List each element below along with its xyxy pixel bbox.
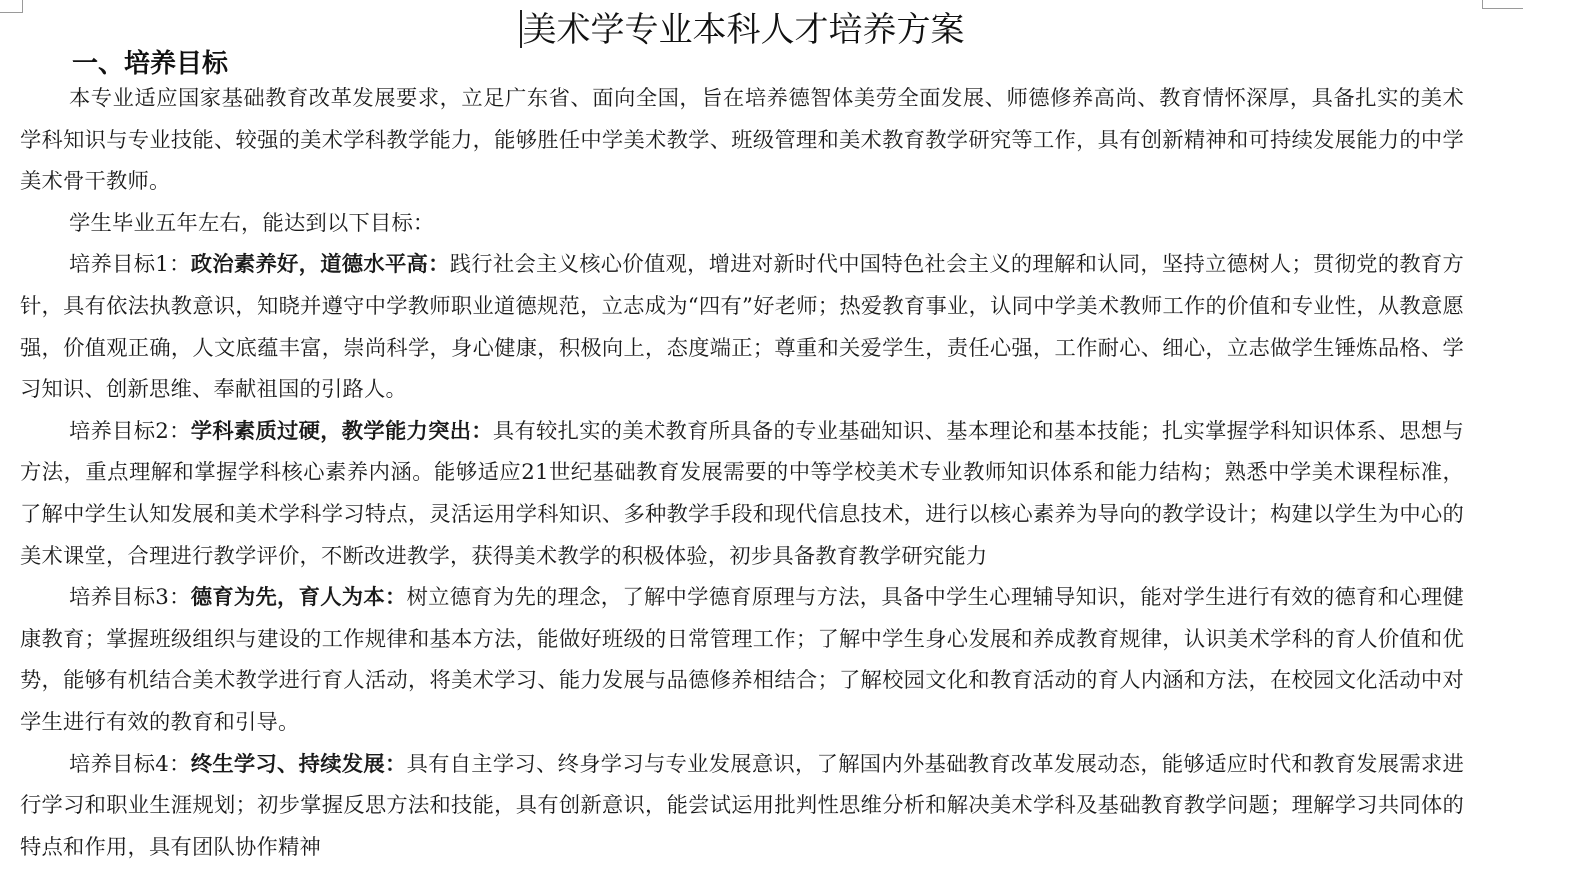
goal-heading: 德育为先，育人为本： (190, 585, 407, 611)
goal-text: 树立德育为先的理念，了解中学德育原理与方法，具备中学生心理辅导知识，能对学生进行有效的德育和心理健康教育；掌握班级组织与建设的工作规律和基本方法，能做好班级的日常管理工作；了解中学生身心发展和养成教育规律，认识美术学科的育人价值和优势，能够有机结合美术教学进行育人活动，将美术学习、能力发展与品德修养相结合；了解校园文化和教育活动的育人内涵和方法，在校园文化活动中对学生进行有效的教育和引导。 (20, 585, 1464, 735)
goal-label: 培养目标3： (68, 585, 191, 611)
goal-paragraph (20, 244, 1464, 410)
goal-text: 践行社会主义核心价值观，增进对新时代中国特色社会主义的理解和认同，坚持立德树人；贯彻党的教育方针，具有依法执教意识，知晓并遵守中学教师职业道德规范，立志成为“四有”好老师；热爱教育事业，认同中学美术教师工作的价值和专业性，从教意愿强，价值观正确，人文底蕴丰富，崇尚科学，身心健康，积极向上，态度端正；尊重和关爱学生，责任心强，工作耐心、细心，立志做学生锤炼品格、学习知识、创新思维、奉献祖国的引路人。 (20, 252, 1464, 403)
goal-paragraph (20, 411, 1464, 577)
lead-in-paragraph: 学生毕业五年左右，能达到以下目标： (68, 210, 435, 236)
goal-label: 培养目标1： (68, 252, 191, 278)
goal-heading: 政治素养好，道德水平高： (190, 252, 450, 278)
goal-paragraph (20, 744, 1464, 869)
goal-label: 培养目标4： (68, 751, 191, 777)
goal-text: 具有较扎实的美术教育所具备的专业基础知识、基本理论和基本技能；扎实掌握学科知识体系、思想与方法，重点理解和掌握学科核心素养内涵。能够适应21世纪基础教育发展需要的中等学校美术专业教师知识体系和能力结构；熟悉中学美术课程标准，了解中学生认知发展和美术学科学习特点，灵活运用学科知识、多种教学手段和现代信息技术，进行以核心素养为导向的教学设计；构建以学生为中心的美术课堂，合理进行教学评价，不断改进教学，获得美术教学的积极体验，初步具备教育教学研究能力 (20, 418, 1464, 569)
text-cursor (520, 10, 522, 48)
goal-heading: 学科素质过硬，教学能力突出： (190, 418, 493, 444)
section-heading: 一、培养目标 (72, 49, 229, 79)
intro-paragraph: 本专业适应国家基础教育改革发展要求，立足广东省、面向全国，旨在培养德智体美劳全面发展、师德修养高尚、教育情怀深厚，具备扎实的美术学科知识与专业技能、较强的美术学科教学能力，能够胜任中学美术教学、班级管理和美术教育教学研究等工作，具有创新精神和可持续发展能力的中学美术骨干教师。 (20, 86, 1464, 195)
goal-paragraph (20, 577, 1464, 743)
goal-label: 培养目标2： (68, 418, 191, 444)
goal-heading: 终生学习、持续发展： (190, 751, 407, 777)
document-title-text: 美术学专业本科人才培养方案 (522, 10, 965, 50)
top-right-margin-mark (1482, 0, 1523, 9)
goal-text: 具有自主学习、终身学习与专业发展意识，了解国内外基础教育改革发展动态，能够适应时代和教育发展需求进行学习和职业生涯规划；初步掌握反思方法和技能，具有创新意识，能尝试运用批判性思维分析和解决美术学科及基础教育教学问题；理解学习共同体的特点和作用，具有团队协作精神 (20, 751, 1464, 860)
document-body (20, 78, 1464, 868)
